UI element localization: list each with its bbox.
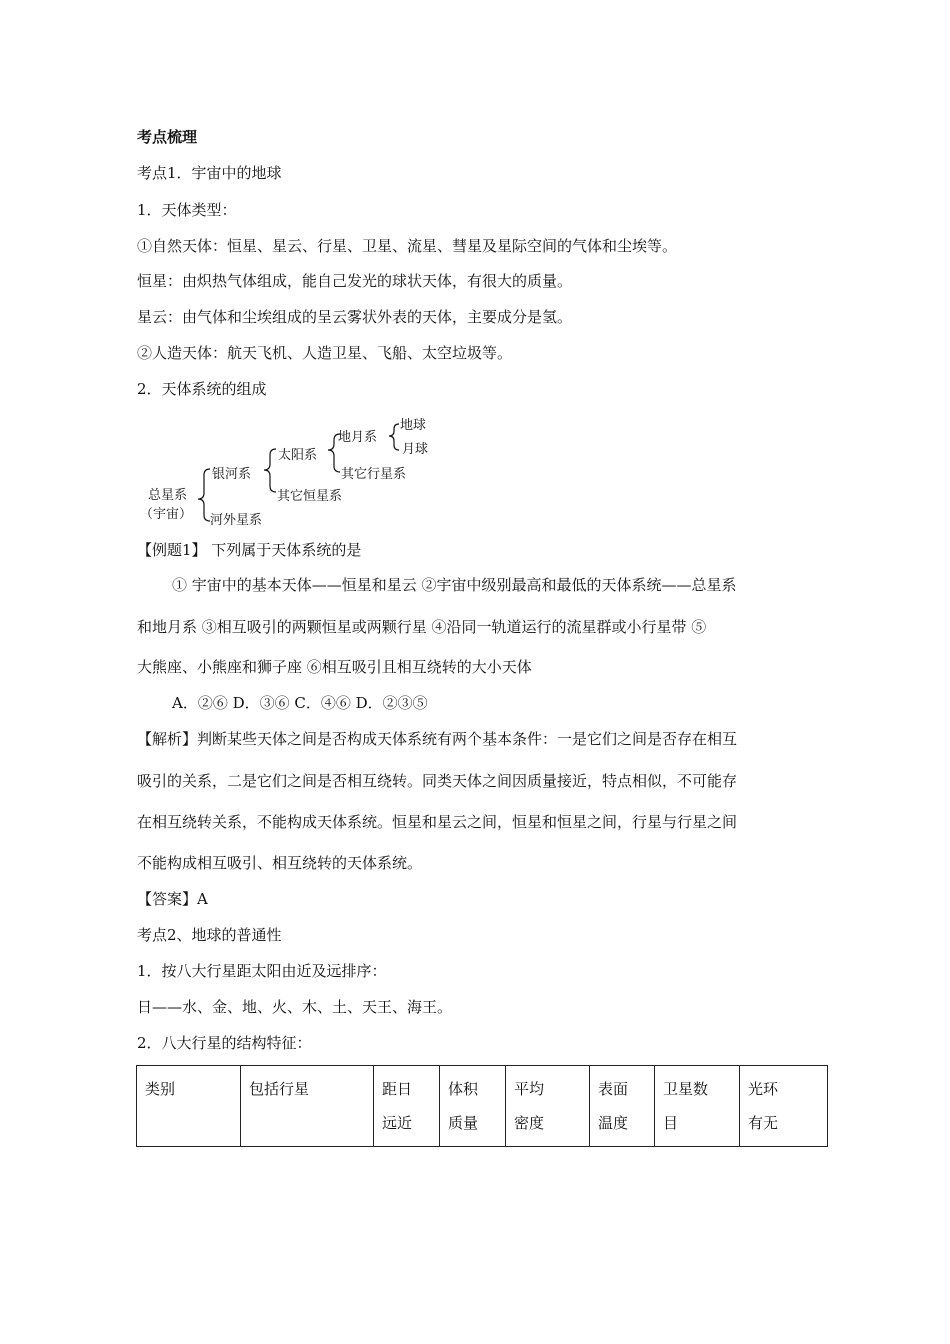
example-body: ① 宇宙中的基本天体——恒星和星云 ②宇宙中级别最高和最低的天体系统——总星系	[172, 576, 737, 594]
diagram-brace	[264, 449, 276, 492]
diagram-node-other-stars: 其它恒星系	[277, 489, 343, 504]
example-body: 和地月系 ③相互吸引的两颗恒星或两颗行星 ④沿同一轨道运行的流星群或小行星带 ⑤	[137, 618, 707, 636]
table-header-cell	[137, 1066, 241, 1147]
analysis-text: 【解析】判断某些天体之间是否构成天体系统有两个基本条件：一是它们之间是否存在相互	[137, 730, 738, 748]
table-header-line: 距日	[382, 1080, 413, 1098]
table-header-line: 类别	[145, 1080, 176, 1098]
answer-text: 【答案】A	[137, 890, 208, 908]
diagram-brace	[198, 469, 210, 521]
diagram-node-root: 总星系	[148, 488, 188, 503]
table-header-line: 密度	[514, 1114, 545, 1132]
example-body: 大熊座、小熊座和狮子座 ⑥相互吸引且相互绕转的大小天体	[137, 658, 532, 676]
celestial-system-diagram	[140, 412, 440, 530]
diagram-node-other-galaxies: 河外星系	[210, 513, 263, 528]
table-header-line: 温度	[598, 1114, 629, 1132]
topic1-paragraph: ①自然天体：恒星、星云、行星、卫星、流星、彗星及星际空间的气体和尘埃等。	[137, 237, 678, 255]
diagram-node-moon: 月球	[402, 442, 429, 457]
table-header-cell	[241, 1066, 374, 1147]
table-header-cell	[655, 1066, 740, 1147]
section-title: 考点梳理	[137, 128, 198, 146]
diagram-node-root-sub: （宇宙）	[140, 507, 193, 522]
analysis-text: 在相互绕转关系，不能构成天体系统。恒星和星云之间，恒星和恒星之间，行星与行星之间	[137, 813, 738, 831]
example-title: 【例题1】 下列属于天体系统的是	[137, 541, 362, 559]
table-header-cell	[440, 1066, 506, 1147]
diagram-node-other-planets: 其它行星系	[341, 467, 407, 482]
analysis-text: 吸引的关系，二是它们之间是否相互绕转。同类天体之间因质量接近，特点相似，不可能存	[137, 772, 738, 790]
topic2-paragraph: 日——水、金、地、火、木、土、天王、海王。	[137, 998, 453, 1016]
topic2-paragraph: 2．八大行星的结构特征：	[137, 1034, 312, 1052]
table-header-cell	[740, 1066, 828, 1147]
table-header-line: 表面	[598, 1080, 629, 1098]
topic1-paragraph: 星云：由气体和尘埃组成的呈云雾状外表的天体，主要成分是氢。	[137, 308, 573, 326]
table-header-cell	[374, 1066, 440, 1147]
table-header-line: 平均	[514, 1080, 545, 1098]
table-header-line: 体积	[448, 1080, 479, 1098]
topic1-paragraph: ②人造天体：航天飞机、人造卫星、飞船、太空垃圾等。	[137, 344, 513, 362]
analysis-text: 不能构成相互吸引、相互绕转的天体系统。	[137, 854, 423, 872]
diagram-brace	[389, 424, 399, 450]
diagram-node-galaxy: 银河系	[212, 467, 252, 482]
table-header-line: 包括行星	[249, 1080, 310, 1098]
topic2-heading: 考点2、地球的普通性	[137, 926, 282, 944]
topic1-paragraph: 1．天体类型：	[137, 201, 237, 219]
diagram-node-solar: 太阳系	[278, 448, 318, 463]
topic1-heading: 考点1．宇宙中的地球	[137, 164, 282, 182]
diagram-node-earth: 地球	[400, 418, 427, 433]
topic2-paragraph: 1．按八大行星距太阳由近及远排序：	[137, 962, 387, 980]
table-header-line: 远近	[382, 1114, 413, 1132]
example-options: A．②⑥ D．③⑥ C．④⑥ D．②③⑤	[172, 694, 428, 712]
topic1-paragraph: 恒星：由炽热气体组成，能自己发光的球状天体，有很大的质量。	[137, 272, 573, 290]
planet-structure-table	[136, 1065, 828, 1147]
table-header-line: 质量	[448, 1114, 479, 1132]
topic1-paragraph: 2．天体系统的组成	[137, 380, 267, 398]
table-header-cell	[506, 1066, 590, 1147]
table-header-line: 目	[663, 1114, 679, 1132]
diagram-node-earth-moon: 地月系	[338, 430, 378, 445]
table-header-cell	[590, 1066, 655, 1147]
table-header-row	[137, 1066, 828, 1147]
table-header-line: 卫星数	[663, 1080, 709, 1098]
table-header-line: 光环	[748, 1080, 779, 1098]
table-header-line: 有无	[748, 1114, 779, 1132]
